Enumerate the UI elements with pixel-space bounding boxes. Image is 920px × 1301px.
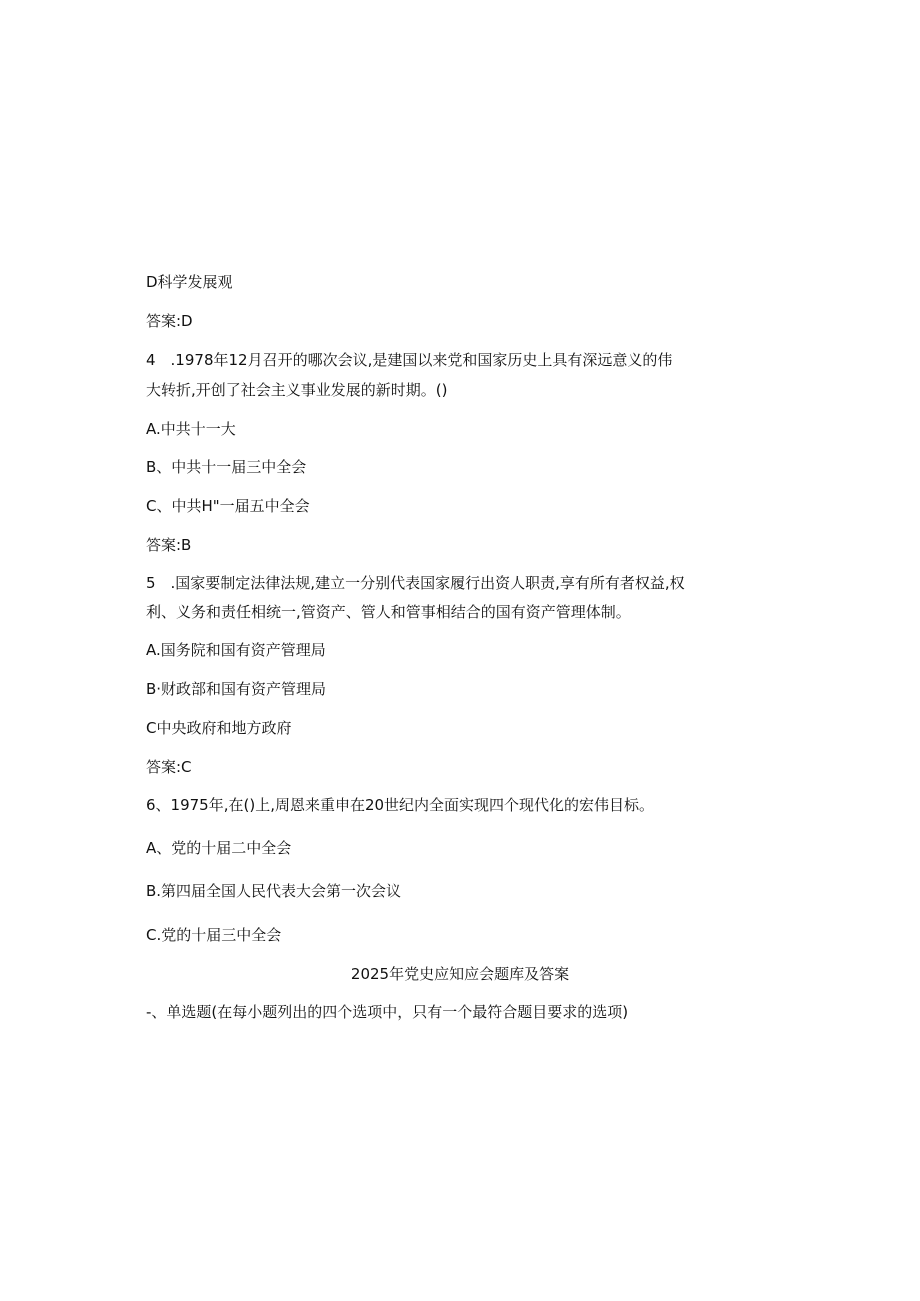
question-6-option-b: B.第四届全国人民代表大会第一次会议 (146, 882, 402, 900)
question-6-option-c: C.党的十届三中全会 (146, 926, 282, 944)
answer-line: 答案:D (146, 312, 193, 330)
question-5-line-1: 5 .国家要制定法律法规,建立一分别代表国家履行出资人职责,享有所有者权益,权 (146, 574, 685, 592)
question-5-line-2: 利、义务和责任相统一,管资产、管人和管事相结合的国有资产管理体制。 (146, 603, 631, 621)
question-4-answer: 答案:B (146, 536, 192, 554)
question-5-answer: 答案:C (146, 758, 192, 776)
section-title: 2025年党史应知应会题库及答案 (350, 965, 570, 983)
question-5-option-b: B·财政部和国有资产管理局 (146, 680, 327, 698)
question-5-option-a: A.国务院和国有资产管理局 (146, 641, 326, 659)
question-6-line-1: 6、1975年,在()上,周恩来重申在20世纪内全面实现四个现代化的宏伟目标。 (146, 796, 655, 814)
option-d-line: D科学发展观 (146, 273, 233, 291)
question-4-option-a: A.中共十一大 (146, 420, 236, 438)
question-4-line-1: 4 .1978年12月召开的哪次会议,是建国以来党和国家历史上具有深远意义的伟 (146, 351, 673, 369)
question-4-line-2: 大转折,开创了社会主义事业发展的新时期。() (146, 381, 448, 399)
question-6-option-a: A、党的十届二中全会 (146, 839, 292, 857)
section-subtitle: -、单选题(在每小题列出的四个选项中，只有一个最符合题目要求的选项) (146, 1003, 629, 1021)
question-4-option-b: B、中共十一届三中全会 (146, 458, 307, 476)
question-4-option-c: C、中共H"一届五中全会 (146, 497, 310, 515)
question-5-option-c: C中央政府和地方政府 (146, 719, 292, 737)
